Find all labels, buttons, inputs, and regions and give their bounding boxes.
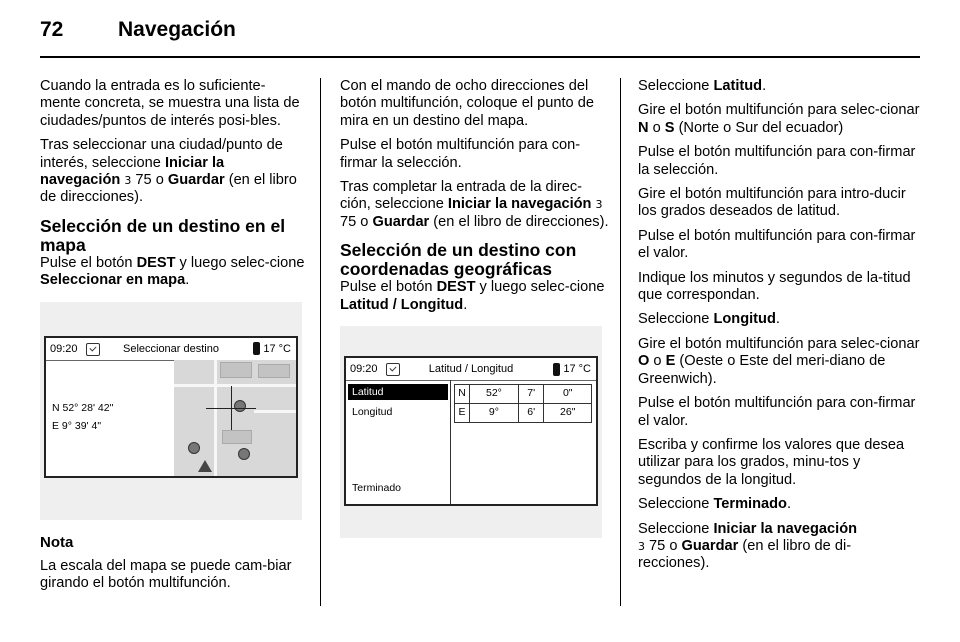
paragraph: Con el mando de ocho direcciones del botón multifunción, coloque el punto de mira en un destino del mapa. xyxy=(340,78,594,129)
paragraph: Pulse el botón multifunción para con-firmar el valor. xyxy=(638,227,916,262)
temperature: 17 °C xyxy=(553,358,591,380)
section-heading: Selección de un destino con coordenadas geográficas xyxy=(340,240,577,280)
map-road xyxy=(254,410,296,413)
coordinate-grid xyxy=(454,384,592,423)
column-3 xyxy=(638,78,920,580)
page-ref-icon: 3 xyxy=(638,539,645,553)
table-row xyxy=(455,385,592,404)
header-rule xyxy=(40,56,920,58)
note-text: La escala del mapa se puede cam-biar girando el botón multifunción. xyxy=(40,558,292,592)
grid-cell[interactable]: N xyxy=(455,385,470,404)
menu-item-terminado[interactable]: Terminado xyxy=(352,482,402,495)
paragraph: Pulse el botón multifunción para con-firmar la selección. xyxy=(638,144,916,178)
paragraph: Tras seleccionar una ciudad/punto de interés, seleccione Iniciar la navegación 3 75 o Guardar (en el libro de direcciones). xyxy=(40,137,297,206)
page-title: Navegación xyxy=(118,18,236,41)
map-label-box xyxy=(258,364,290,378)
menu-item-longitud[interactable]: Longitud xyxy=(352,406,393,419)
coordinates-screen xyxy=(344,356,598,506)
map-screen-figure xyxy=(40,302,302,520)
map-label-box xyxy=(222,430,252,444)
paragraph: Gire el botón multifunción para selec-cionar O o E (Oeste o Este del meri-diano de Greenwich). xyxy=(638,335,920,387)
grid-cell[interactable]: 6' xyxy=(518,404,544,423)
status-bar xyxy=(46,338,296,361)
section-heading: Selección de un destino en el mapa xyxy=(40,215,286,255)
table-row xyxy=(455,404,592,423)
column-2 xyxy=(340,78,610,552)
paragraph: Pulse el botón DEST y luego selec-cione Latitud / Longitud. xyxy=(340,279,605,313)
paragraph: Seleccione Longitud. xyxy=(638,311,780,328)
paragraph: Seleccione Iniciar la navegación 3 75 o Guardar (en el libro de di-recciones). xyxy=(638,520,858,572)
latitude-readout: N 52° 28' 42" xyxy=(52,401,114,414)
screen-title: Latitud / Longitud xyxy=(428,363,514,376)
map-label-box xyxy=(220,362,252,378)
screen-title: Seleccionar destino xyxy=(122,342,219,355)
warning-icon xyxy=(198,460,212,472)
grid-cell[interactable]: E xyxy=(455,404,470,423)
panel-divider xyxy=(450,380,451,504)
column-1 xyxy=(40,78,306,600)
paragraph: Gire el botón multifunción para intro-ducir los grados deseados de latitud. xyxy=(638,186,906,220)
page-number: 72 xyxy=(40,18,64,41)
temperature: 17 °C xyxy=(253,338,291,360)
page-ref-icon: 3 xyxy=(124,174,132,188)
thermometer-icon xyxy=(253,342,260,355)
menu-item-latitud[interactable]: Latitud xyxy=(348,384,448,400)
clock: 09:20 xyxy=(50,342,78,355)
paragraph: Pulse el botón DEST y luego selec-cione Seleccionar en mapa. xyxy=(40,254,305,289)
grid-cell[interactable]: 26" xyxy=(544,404,592,423)
map-pin-icon xyxy=(188,442,200,454)
paragraph: Pulse el botón multifunción para con-firmar el valor. xyxy=(638,395,916,429)
map-pin-icon xyxy=(234,400,246,412)
map-pin-icon xyxy=(238,448,250,460)
grid-cell[interactable]: 9° xyxy=(470,404,519,423)
page-ref-icon: 3 xyxy=(595,198,603,212)
map-view xyxy=(174,360,296,476)
paragraph: Gire el botón multifunción para selec-cionar N o S (Norte o Sur del ecuador) xyxy=(638,102,920,136)
paragraph: Pulse el botón multifunción para con-firmar la selección. xyxy=(340,137,581,171)
map-road xyxy=(174,384,296,387)
grid-cell[interactable]: 0" xyxy=(544,385,592,404)
paragraph: Seleccione Terminado. xyxy=(638,496,792,513)
grid-cell[interactable]: 52° xyxy=(470,385,519,404)
paragraph: Cuando la entrada es lo suficiente-mente concreta, se muestra una lista de ciudades/puntos de interés posi-bles. xyxy=(40,78,300,129)
map-road xyxy=(214,360,217,476)
thermometer-icon xyxy=(553,363,560,376)
map-screen xyxy=(44,336,298,478)
paragraph: Escriba y confirme los valores que desea utilizar para los grados, minu-tos y segundos de la longitud. xyxy=(638,436,905,488)
status-bar xyxy=(346,358,596,381)
clock: 09:20 xyxy=(350,363,378,376)
paragraph: Tras completar la entrada de la direc-ción, seleccione Iniciar la navegación 3 75 o Guardar (en el libro de direcciones). xyxy=(340,179,609,230)
crosshair xyxy=(231,386,232,430)
column-divider xyxy=(320,78,321,606)
paragraph: Seleccione Latitud. xyxy=(638,78,767,94)
page-header xyxy=(40,18,920,58)
note-title: Nota xyxy=(40,533,74,551)
longitude-readout: E 9° 39' 4" xyxy=(52,419,102,432)
grid-cell[interactable]: 7' xyxy=(518,385,544,404)
column-divider xyxy=(620,78,621,606)
coordinates-screen-figure xyxy=(340,326,602,538)
paragraph: Indique los minutos y segundos de la-titud que correspondan. xyxy=(638,269,911,304)
